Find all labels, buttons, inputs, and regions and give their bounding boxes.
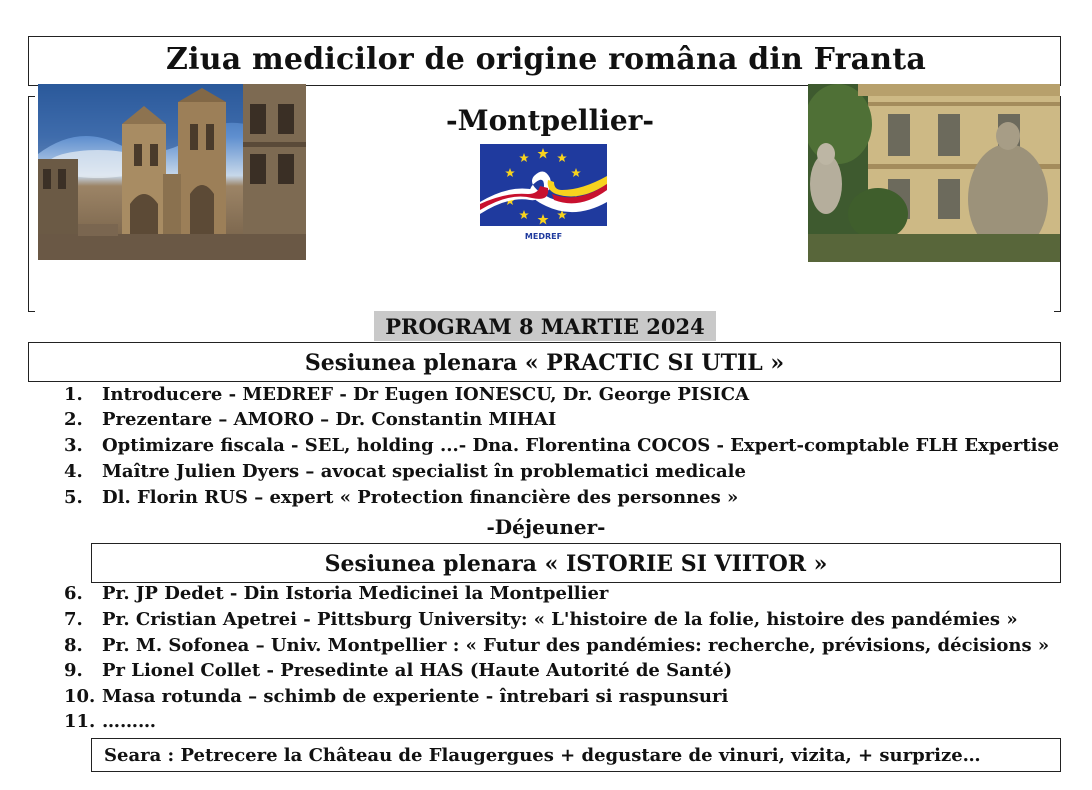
list-item: 5. Dl. Florin RUS – expert « Protection financière des personnes » [64, 487, 739, 508]
evening-event: Seara : Petrecere la Château de Flaugergues + degustare de vinuri, vizita, + surprize… [91, 738, 1061, 772]
page-title: Ziua medicilor de origine româna din Franta [166, 42, 926, 77]
list-item: 1. Introducere - MEDREF - Dr Eugen IONESCU, Dr. George PISICA [64, 384, 750, 405]
lunch-break: -Déjeuner- [486, 515, 606, 539]
session2-title: Sesiunea plenara « ISTORIE SI VIITOR » [91, 543, 1061, 583]
session1-title: Sesiunea plenara « PRACTIC SI UTIL » [28, 342, 1061, 382]
logo-text: MEDREF [524, 232, 563, 241]
list-item: 7. Pr. Cristian Apetrei - Pittsburg University: « L'histoire de la folie, histoire des pandémies » [64, 609, 1018, 630]
list-item: 6. Pr. JP Dedet - Din Istoria Medicinei la Montpellier [64, 583, 609, 604]
list-item: 8. Pr. M. Sofonea – Univ. Montpellier : « Futur des pandémies: recherche, prévisions, décisions » [64, 635, 1050, 656]
chateau-photo [808, 84, 1060, 262]
list-item: 10. Masa rotunda – schimb de experiente - întrebari si raspunsuri [64, 686, 729, 707]
cathedral-photo [38, 84, 306, 260]
subtitle: -Montpellier- [445, 104, 655, 137]
list-item: 2. Prezentare – AMORO – Dr. Constantin MIHAI [64, 409, 557, 430]
list-item: 9. Pr Lionel Collet - Presedinte al HAS (Haute Autorité de Santé) [64, 660, 733, 681]
list-item: 11. ……… [64, 711, 156, 732]
list-item: 3. Optimizare fiscala - SEL, holding ...- Dna. Florentina COCOS - Expert-comptable FLH Expertise [64, 435, 1060, 456]
medref-logo [480, 144, 607, 244]
program-date: PROGRAM 8 MARTIE 2024 [374, 311, 716, 341]
list-item: 4. Maître Julien Dyers – avocat specialist în problematici medicale [64, 461, 746, 482]
header-bracket-left [28, 96, 35, 312]
